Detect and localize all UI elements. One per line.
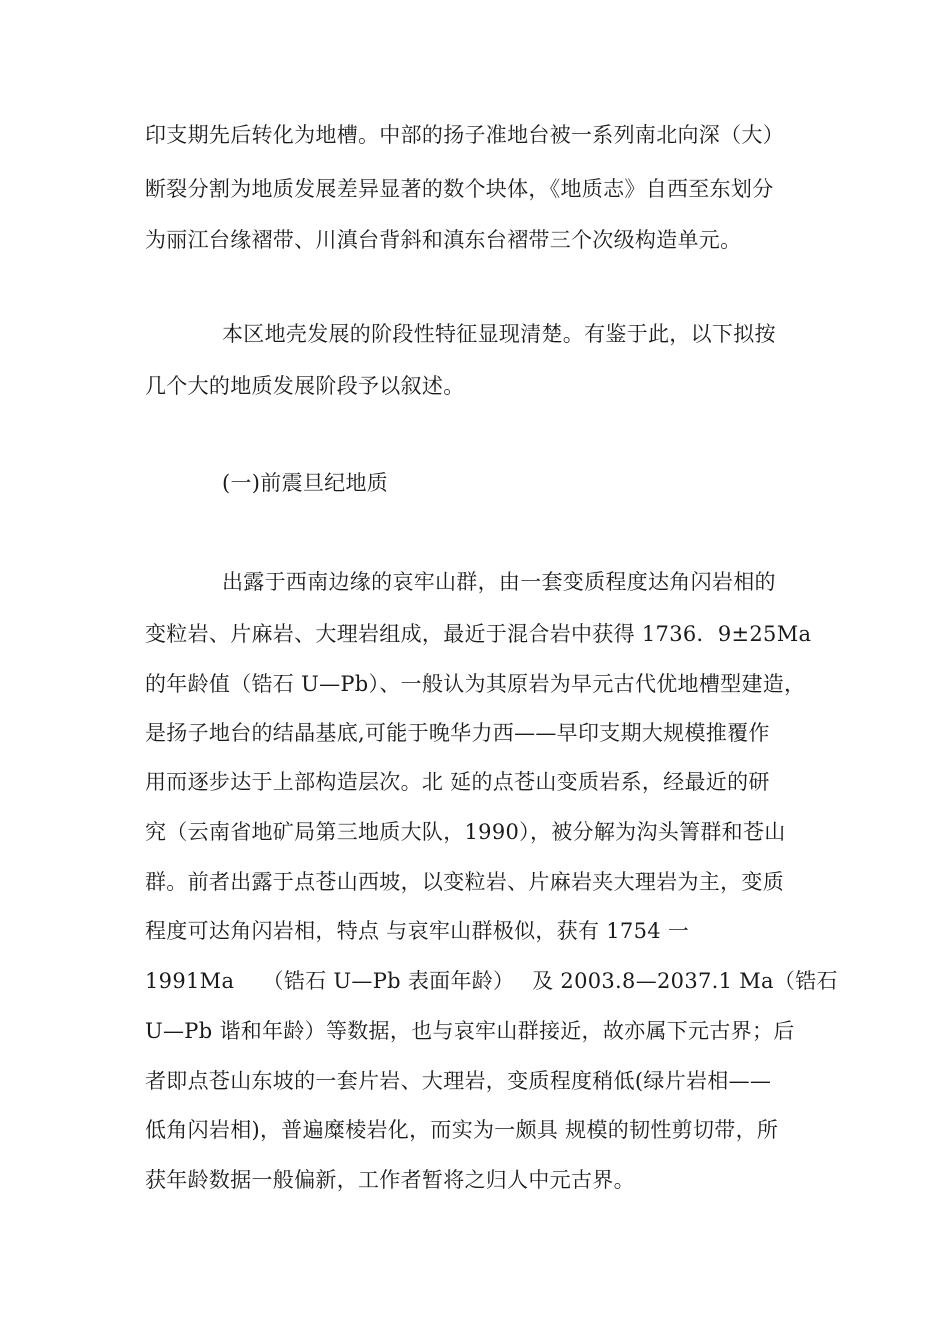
text-line: 究（云南省地矿局第三地质大队，1990），被分解为沟头箐群和苍山 (145, 820, 786, 844)
text-line: 本区地壳发展的阶段性特征显现清楚。有鉴于此，以下拟按 (222, 322, 776, 346)
section-heading: (一)前震旦纪地质 (222, 471, 389, 495)
text-line: 1991Ma （锆石 U—Pb 表面年龄） 及 2003.8—2037.1 Ma（锆石 (145, 969, 838, 993)
text-line: 的年龄值（锆石 U—Pb）、一般认为其原岩为早元古代优地槽型建造， (145, 672, 806, 696)
text-line: 群。前者出露于点苍山西坡，以变粒岩、片麻岩夹大理岩为主，变质 (145, 870, 784, 894)
text-line: 者即点苍山东坡的一套片岩、大理岩，变质程度稍低(绿片岩相—— (145, 1069, 772, 1093)
text-line: 程度可达角闪岩相，特点 与哀牢山群极似，获有 1754 一 (145, 919, 690, 943)
text-line: 几个大的地质发展阶段予以叙述。 (145, 374, 465, 398)
text-line: 低角闪岩相)，普遍糜棱岩化，而实为一颇具 规模的韧性剪切带，所 (145, 1118, 779, 1142)
text-line: 变粒岩、片麻岩、大理岩组成，最近于混合岩中获得 1736．9±25Ma (145, 622, 812, 646)
text-line: U—Pb 谐和年龄）等数据，也与哀牢山群接近，故亦属下元古界；后 (145, 1019, 795, 1043)
text-line: 用而逐步达于上部构造层次。北 延的点苍山变质岩系，经最近的研 (145, 770, 770, 794)
text-line: 断裂分割为地质发展差异显著的数个块体，《地质志》自西至东划分 (145, 177, 774, 201)
text-line: 出露于西南边缘的哀牢山群，由一套变质程度达角闪岩相的 (222, 570, 776, 594)
text-line: 印支期先后转化为地槽。中部的扬子准地台被一系列南北向深（大） (145, 123, 784, 147)
text-line: 为丽江台缘褶带、川滇台背斜和滇东台褶带三个次级构造单元。 (145, 228, 742, 252)
text-line: 获年龄数据一般偏新，工作者暂将之归人中元古界。 (145, 1168, 635, 1192)
text-line: 是扬子地台的结晶基底,可能于晚华力西——早印支期大规模推覆作 (145, 721, 770, 745)
